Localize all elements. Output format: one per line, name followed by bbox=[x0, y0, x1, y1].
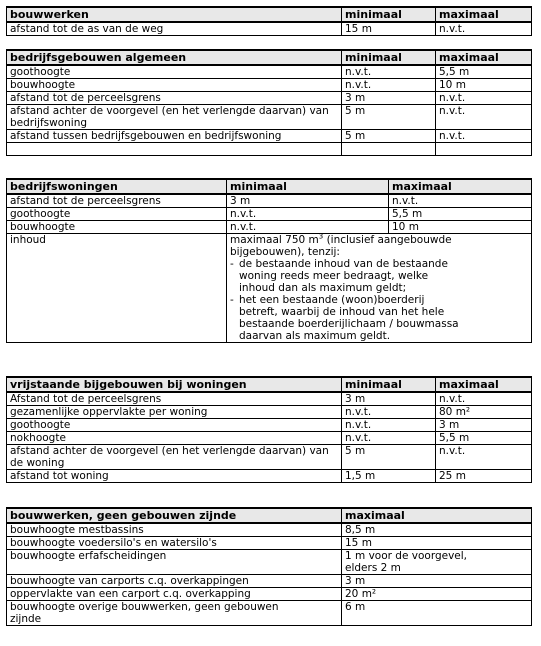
table-cell: bouwhoogte erfafscheidingen bbox=[7, 550, 342, 575]
table-cell: 3 m bbox=[342, 392, 436, 406]
table-cell-empty bbox=[7, 143, 342, 156]
table-cell: bouwhoogte overige bouwwerken, geen gebouwen zijnde bbox=[7, 601, 342, 626]
table-row bbox=[7, 221, 532, 234]
table-cell: bouwhoogte voedersilo's en watersilo's bbox=[7, 537, 342, 550]
table-cell: 25 m bbox=[436, 470, 532, 483]
table-bouwwerken bbox=[6, 6, 532, 36]
table-cell: afstand tussen bedrijfsgebouwen en bedrijfswoning bbox=[7, 130, 342, 143]
header-cell: bedrijfswoningen bbox=[7, 179, 227, 194]
inhoud-bullet-list bbox=[230, 258, 461, 342]
table-bouwwerken-geen-gebouwen bbox=[6, 507, 532, 626]
table-cell: n.v.t. bbox=[436, 22, 532, 36]
table-cell: n.v.t. bbox=[342, 406, 436, 419]
table-row bbox=[7, 406, 532, 419]
inhoud-intro-sup: 3 bbox=[318, 233, 324, 241]
inhoud-description bbox=[227, 234, 532, 343]
table-cell: 5 m bbox=[342, 130, 436, 143]
table-cell: 6 m bbox=[342, 601, 532, 626]
header-cell: maximaal bbox=[436, 50, 532, 65]
table-row bbox=[7, 575, 532, 588]
table-cell: n.v.t. bbox=[436, 392, 532, 406]
header-cell: minimaal bbox=[342, 7, 436, 22]
table-cell: afstand tot de perceelsgrens bbox=[7, 194, 227, 208]
table-header bbox=[7, 508, 532, 523]
table-cell: n.v.t. bbox=[436, 130, 532, 143]
table-cell: 1 m voor de voorgevel, elders 2 m bbox=[342, 550, 532, 575]
table-cell: bouwhoogte van carports c.q. overkappingen bbox=[7, 575, 342, 588]
header-cell: bedrijfsgebouwen algemeen bbox=[7, 50, 342, 65]
table-row bbox=[7, 392, 532, 406]
table-row bbox=[7, 550, 532, 575]
table-cell: n.v.t. bbox=[227, 208, 389, 221]
header-cell: maximaal bbox=[436, 7, 532, 22]
header-cell: bouwwerken, geen gebouwen zijnde bbox=[7, 508, 342, 523]
table-cell: afstand tot woning bbox=[7, 470, 342, 483]
table-cell: bouwhoogte mestbassins bbox=[7, 523, 342, 537]
table-row bbox=[7, 445, 532, 470]
table-row bbox=[7, 194, 532, 208]
table-row bbox=[7, 65, 532, 79]
table-cell: gezamenlijke oppervlakte per woning bbox=[7, 406, 342, 419]
table-cell: n.v.t. bbox=[342, 79, 436, 92]
table-cell: inhoud bbox=[7, 234, 227, 343]
table-cell: 3 m bbox=[342, 575, 532, 588]
table-row bbox=[7, 105, 532, 130]
table-cell: 5,5 m bbox=[436, 432, 532, 445]
table-cell: 1,5 m bbox=[342, 470, 436, 483]
table-cell: goothoogte bbox=[7, 208, 227, 221]
table-cell: 3 m bbox=[227, 194, 389, 208]
table-cell: n.v.t. bbox=[342, 432, 436, 445]
header-cell: minimaal bbox=[227, 179, 389, 194]
header-cell: maximaal bbox=[342, 508, 532, 523]
table-row bbox=[7, 537, 532, 550]
header-cell: maximaal bbox=[389, 179, 532, 194]
table-cell: nokhoogte bbox=[7, 432, 342, 445]
table-cell: n.v.t. bbox=[227, 221, 389, 234]
table-cell: 8,5 m bbox=[342, 523, 532, 537]
table-cell: 5,5 m bbox=[389, 208, 532, 221]
table-cell: afstand tot de perceelsgrens bbox=[7, 92, 342, 105]
table-row-inhoud bbox=[7, 234, 532, 343]
table-cell: 5,5 m bbox=[436, 65, 532, 79]
table-cell: n.v.t. bbox=[342, 419, 436, 432]
table-cell: goothoogte bbox=[7, 419, 342, 432]
table-row bbox=[7, 79, 532, 92]
table-cell: afstand achter de voorgevel (en het verlengde daarvan) van de woning bbox=[7, 445, 342, 470]
table-header bbox=[7, 179, 532, 194]
table-cell: 10 m bbox=[389, 221, 532, 234]
table-row bbox=[7, 208, 532, 221]
table-cell: afstand tot de as van de weg bbox=[7, 22, 342, 36]
table-header bbox=[7, 7, 532, 22]
table-cell: 5 m bbox=[342, 445, 436, 470]
table-cell: 3 m bbox=[436, 419, 532, 432]
header-cell: maximaal bbox=[436, 377, 532, 392]
header-cell: vrijstaande bijgebouwen bij woningen bbox=[7, 377, 342, 392]
table-cell: n.v.t. bbox=[436, 92, 532, 105]
table-cell: bouwhoogte bbox=[7, 221, 227, 234]
table-cell-empty bbox=[342, 143, 436, 156]
table-cell: 15 m bbox=[342, 22, 436, 36]
table-cell: 3 m bbox=[342, 92, 436, 105]
table-row-empty bbox=[7, 143, 532, 156]
table-row bbox=[7, 92, 532, 105]
table-cell: afstand achter de voorgevel (en het verlengde daarvan) van bedrijfswoning bbox=[7, 105, 342, 130]
table-cell: 20 m² bbox=[342, 588, 532, 601]
table-cell: 10 m bbox=[436, 79, 532, 92]
table-cell: 5 m bbox=[342, 105, 436, 130]
inhoud-bullet: - de bestaande inhoud van de bestaande woning reeds meer bedraagt, welke inhoud dan als maximum geldt; bbox=[230, 258, 461, 294]
header-cell: bouwwerken bbox=[7, 7, 342, 22]
table-row bbox=[7, 130, 532, 143]
table-row bbox=[7, 432, 532, 445]
inhoud-intro-rest: (inclusief aangebouwde bijgebouwen), tenzij: bbox=[230, 234, 452, 258]
table-bedrijfswoningen bbox=[6, 178, 532, 343]
table-cell: bouwhoogte bbox=[7, 79, 342, 92]
table-cell: goothoogte bbox=[7, 65, 342, 79]
table-bedrijfsgebouwen bbox=[6, 49, 532, 156]
table-cell: Afstand tot de perceelsgrens bbox=[7, 392, 342, 406]
table-cell: oppervlakte van een carport c.q. overkapping bbox=[7, 588, 342, 601]
header-cell: minimaal bbox=[342, 50, 436, 65]
table-cell: n.v.t. bbox=[436, 445, 532, 470]
table-cell: n.v.t. bbox=[436, 105, 532, 130]
table-row bbox=[7, 419, 532, 432]
table-row bbox=[7, 588, 532, 601]
inhoud-bullet: - het een bestaande (woon)boerderij betreft, waarbij de inhoud van het hele bestaande boerderijlichaam / bouwmassa daarvan als maximum geldt. bbox=[230, 294, 461, 342]
table-cell: n.v.t. bbox=[342, 65, 436, 79]
table-header bbox=[7, 50, 532, 65]
table-vrijstaande-bijgebouwen bbox=[6, 376, 532, 483]
table-cell: 15 m bbox=[342, 537, 532, 550]
table-header bbox=[7, 377, 532, 392]
table-cell-empty bbox=[436, 143, 532, 156]
inhoud-intro: maximaal 750 m bbox=[230, 234, 319, 246]
table-cell: 80 m² bbox=[436, 406, 532, 419]
table-row bbox=[7, 22, 532, 36]
table-cell: n.v.t. bbox=[389, 194, 532, 208]
header-cell: minimaal bbox=[342, 377, 436, 392]
table-row bbox=[7, 523, 532, 537]
table-row bbox=[7, 470, 532, 483]
table-row bbox=[7, 601, 532, 626]
